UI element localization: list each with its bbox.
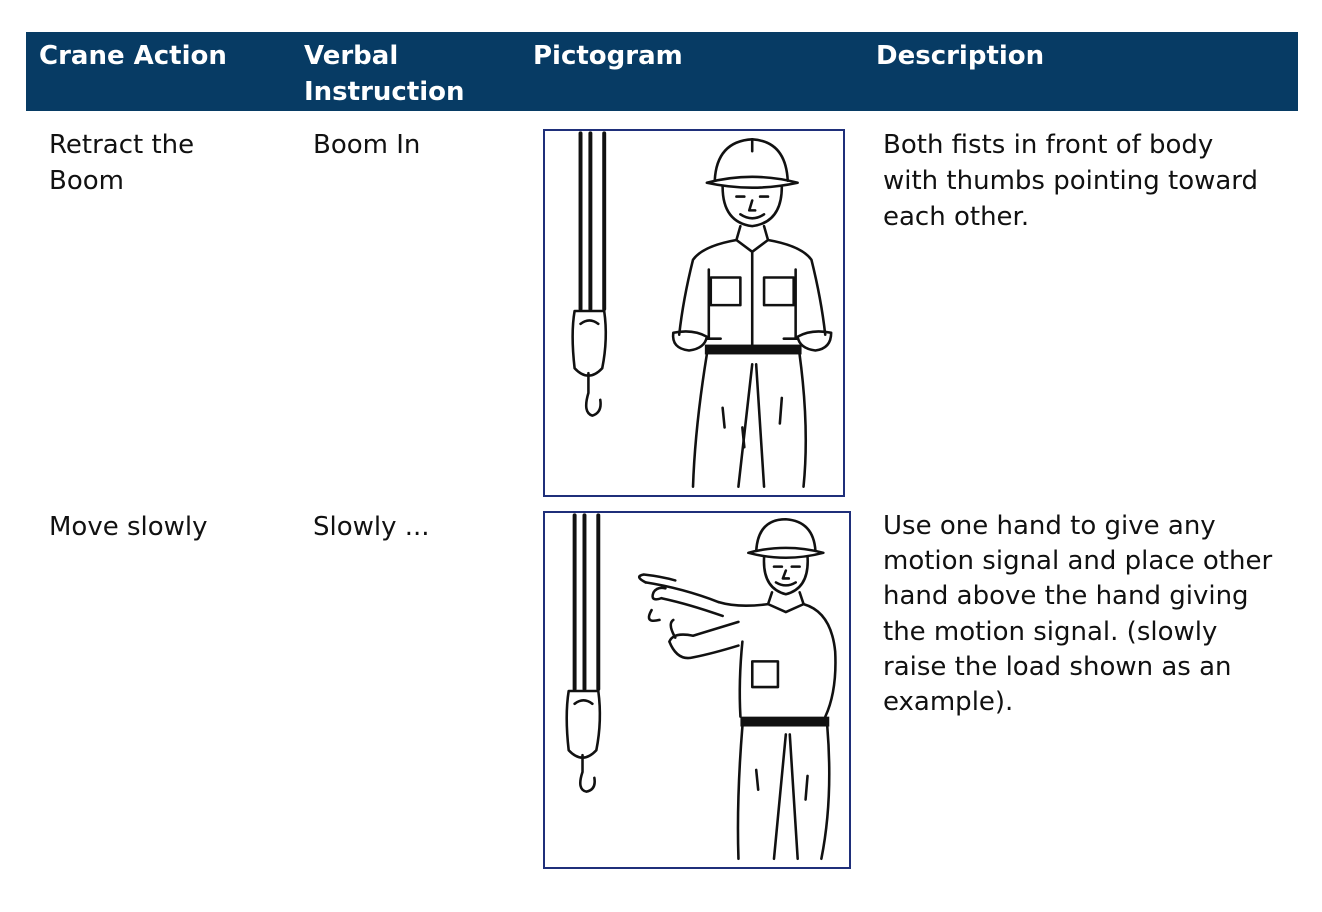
row-2-description-line6: example).: [883, 687, 1014, 718]
row-1-crane-action-line1: Retract the: [49, 130, 195, 160]
row-2-crane-action: Move slowly: [49, 512, 208, 542]
row-1-description: [883, 127, 1258, 235]
header-description: Description: [876, 41, 1045, 71]
row-1-verbal-instruction: Boom In: [313, 130, 421, 160]
row-1-description-line3: each other.: [883, 202, 1030, 232]
header-verbal-instruction: [304, 38, 465, 110]
row-2-verbal-instruction: Slowly ...: [313, 512, 430, 542]
row-1-crane-action-line2: Boom: [49, 166, 124, 196]
header-crane-action: Crane Action: [39, 41, 227, 71]
row-2-description-line2: motion signal and place other: [883, 546, 1273, 577]
table-header: [26, 32, 1298, 111]
row-2-description-line5: raise the load shown as an: [883, 651, 1232, 682]
header-pictogram: Pictogram: [533, 41, 683, 71]
row-2-description-line1: Use one hand to give any: [883, 511, 1216, 541]
row-1-crane-action: [49, 127, 194, 199]
row-2-description: [883, 509, 1272, 720]
row-1-description-line1: Both fists in front of body: [883, 130, 1214, 160]
move-slowly-signal-pictogram-icon: [543, 511, 851, 869]
header-verbal-line2: Instruction: [304, 77, 465, 107]
row-2-description-line3: hand above the hand giving: [883, 581, 1249, 612]
row-1-description-line2: with thumbs pointing toward: [883, 166, 1259, 196]
header-verbal-line1: Verbal: [304, 41, 399, 71]
row-2-description-line4: the motion signal. (slowly: [883, 616, 1218, 647]
boom-in-signal-pictogram-icon: [543, 129, 845, 497]
